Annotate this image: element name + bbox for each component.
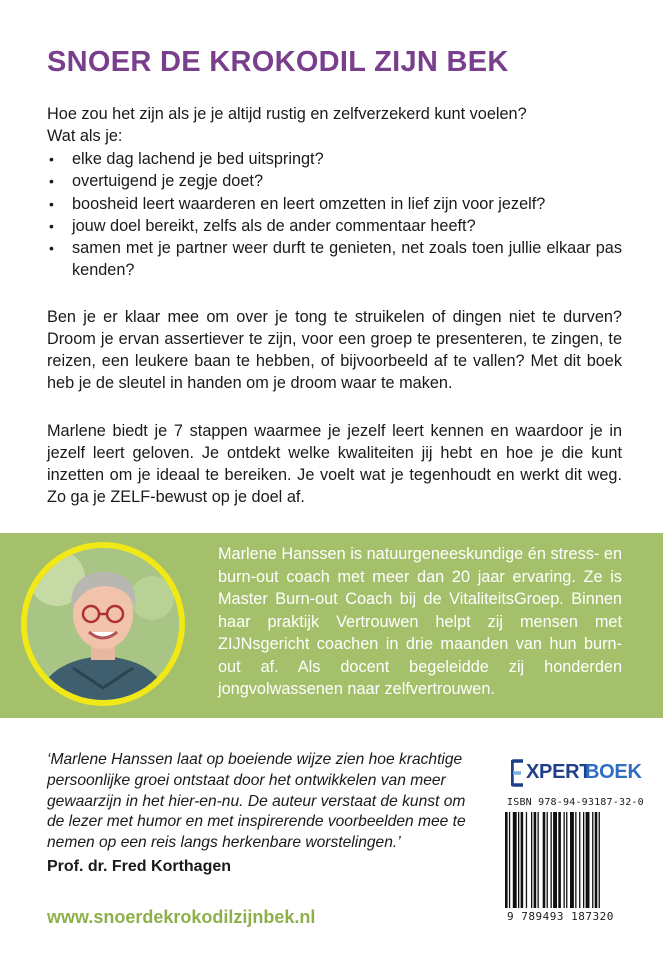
list-item: • jouw doel bereikt, zelfs als de ander commentaar heeft? [47, 215, 622, 237]
intro-question: Hoe zou het zijn als je je altijd rustig en zelfverzekerd kunt voelen? [47, 105, 527, 123]
paragraph-steps: Marlene biedt je 7 stappen waarmee je jezelf leert kennen en waardoor je in jezelf leert geloven. Je ontdekt welke kwaliteiten jij hebt en hoe je die kunt inzetten om je ideaal te bereiken. Je voelt wat je tegenhoudt en werkt dit weg. Zo ga je ZELF-bewust op je doel af. [47, 422, 622, 506]
isbn-text: ISBN 978-94-93187-32-0 [507, 797, 644, 808]
intro-lead: Wat als je: [47, 127, 123, 145]
barcode-icon [505, 812, 635, 908]
book-title: SNOER DE KROKODIL ZIJN BEK [47, 46, 509, 78]
bullet-list [47, 148, 622, 282]
author-bio: Marlene Hanssen is natuurgeneeskundige én stress- en burn-out coach met meer dan 20 jaar ervaring. Ze is Master Burn-out Coach bij de VitaliteitsGroep. Binnen haar praktijk Vertrouwen helpt zij mensen met ZIJNsgericht coachen in drie maanden van hun burn-out af. Als docent begeleidde zij honderden jongvolwassenen naar zelfvertrouwen. [218, 545, 622, 698]
quote-author: Prof. dr. Fred Korthagen [47, 858, 232, 875]
publisher-logo [511, 759, 642, 787]
author-photo [21, 542, 185, 706]
list-item: • elke dag lachend je bed uitspringt? [47, 148, 622, 170]
list-item: • boosheid leert waarderen en leert omzetten in lief zijn voor jezelf? [47, 193, 622, 215]
list-item: • overtuigend je zegje doet? [47, 170, 622, 192]
barcode-number: 9 789493 187320 [507, 910, 614, 923]
publisher-name-part1: XPERT [526, 761, 592, 783]
list-item: • samen met je partner weer durft te genieten, net zoals toen jullie elkaar pas kenden? [47, 237, 622, 282]
website-link[interactable]: www.snoerdekrokodilzijnbek.nl [47, 907, 316, 927]
publisher-e-icon [511, 759, 525, 787]
publisher-name-part2: BOEK [585, 761, 642, 783]
paragraph-dream: Ben je er klaar mee om over je tong te struikelen of dingen niet te durven? Droom je ervan assertiever te zijn, voor een groep te presenteren, te zingen, te reizen, een leukere baan te hebben, of bijvoorbeeld af te vallen? Met dit boek heb je de sleutel in handen om je droom waar te maken. [47, 308, 622, 392]
endorsement-quote: ‘Marlene Hanssen laat op boeiende wijze zien hoe krachtige persoonlijke groei ontstaat door het ontwikkelen van meer gewaarzijn in het hier-en-nu. De auteur verstaat de kunst om de lezer met humor en met inspirerende voorbeelden mee te nemen op een reis langs herkenbare worstelingen.’ [47, 751, 466, 852]
author-portrait-icon [27, 548, 179, 700]
